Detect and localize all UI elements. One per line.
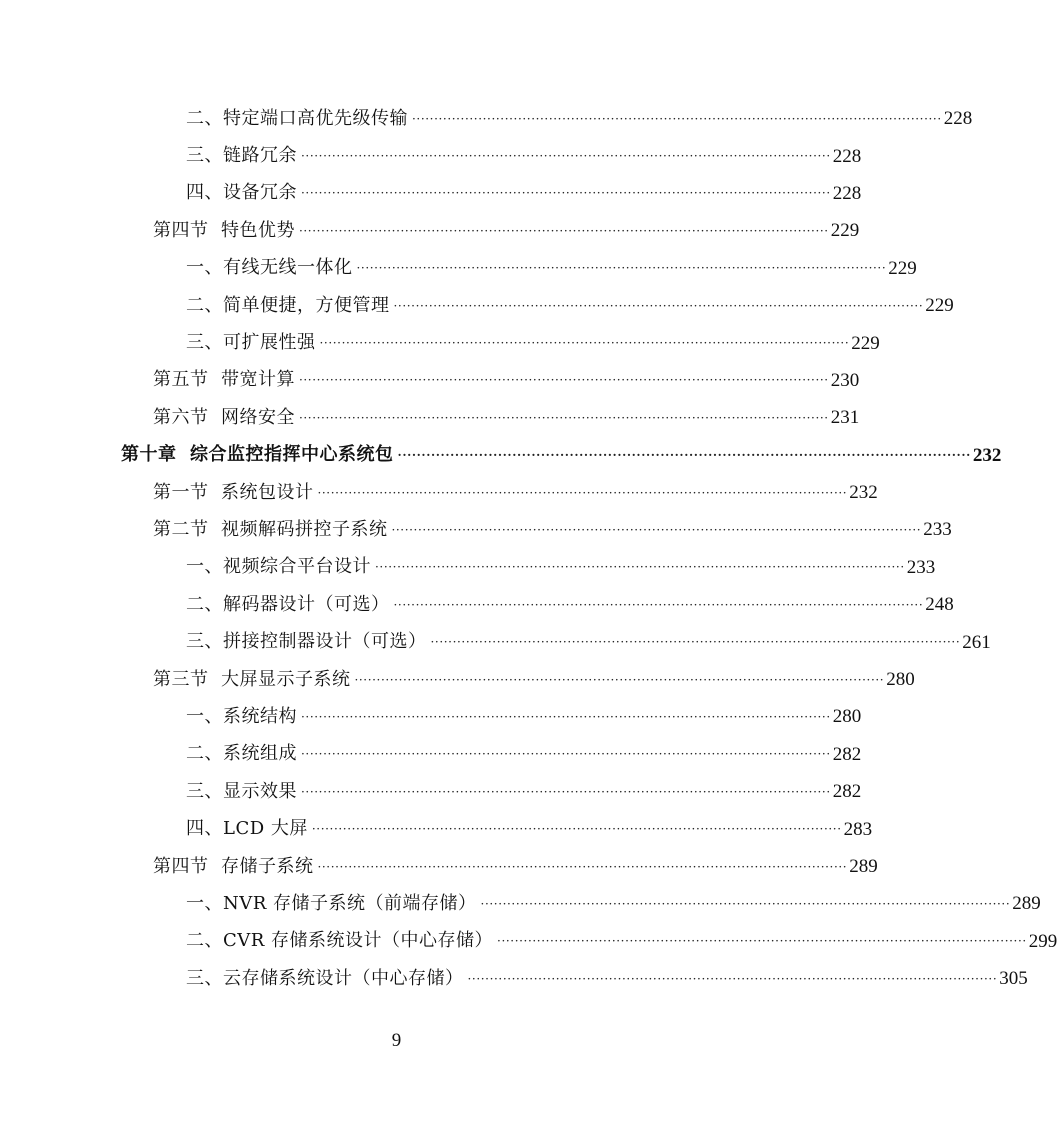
toc-entry[interactable] <box>0 661 915 698</box>
toc-entry-title: 第三节 大屏显示子系统 <box>153 668 351 690</box>
dot-leader: ························································································································ <box>298 373 829 388</box>
dot-leader: ························································································································ <box>301 784 831 799</box>
toc-entry[interactable] <box>0 773 862 810</box>
toc-entry[interactable] <box>0 212 860 249</box>
toc-entry[interactable] <box>0 137 862 174</box>
toc-entry[interactable] <box>0 511 952 548</box>
dot-leader: ························································································································ <box>301 186 831 201</box>
toc-entry[interactable] <box>0 623 991 660</box>
page-number: 9 <box>391 1030 402 1051</box>
toc-entry-page-number: 280 <box>886 669 915 691</box>
toc-entry-page-number: 228 <box>943 108 973 130</box>
toc-entry-page-number: 283 <box>843 818 873 840</box>
toc-entry[interactable] <box>0 474 878 511</box>
toc-entry-page-number: 280 <box>832 706 862 728</box>
toc-entry-title: 第五节 带宽计算 <box>153 369 295 391</box>
dot-leader: ························································································································ <box>298 410 829 425</box>
toc-entry-page-number: 229 <box>851 332 880 354</box>
toc-entry-page-number: 282 <box>832 743 862 765</box>
dot-leader: ························································································································ <box>467 971 998 986</box>
toc-entry-title: 三、可扩展性强 <box>186 332 316 354</box>
toc-entry[interactable] <box>0 736 862 773</box>
toc-entry-title: 三、拼接控制器设计（可选） <box>186 631 427 653</box>
toc-entry-page-number: 289 <box>849 856 878 877</box>
toc-entry-title: 二、CVR 存储系统设计（中心存储） <box>186 930 494 952</box>
toc-entry[interactable] <box>0 287 954 324</box>
toc-entry-title: 一、有线无线一体化 <box>186 257 353 279</box>
toc-entry[interactable] <box>0 848 878 885</box>
toc-entry-title: 四、LCD 大屏 <box>186 818 308 840</box>
toc-entry-page-number: 233 <box>923 519 952 541</box>
dot-leader: ························································································································ <box>301 747 831 762</box>
toc-entry-title: 一、NVR 存储子系统（前端存储） <box>186 892 477 914</box>
toc-entry-title: 第二节 视频解码拼控子系统 <box>153 518 388 540</box>
toc-entry-title: 二、特定端口高优先级传输 <box>186 107 408 129</box>
toc-entry-title: 二、解码器设计（可选） <box>186 593 390 615</box>
dot-leader: ························································································································ <box>311 822 842 837</box>
toc-entry[interactable] <box>0 923 1057 960</box>
toc-entry[interactable] <box>0 549 936 586</box>
dot-leader: ························································································································ <box>397 448 971 463</box>
dot-leader: ························································································································ <box>354 672 885 687</box>
dot-leader: ························································································································ <box>375 560 905 575</box>
toc-entry-page-number: 233 <box>906 556 936 578</box>
dot-leader: ························································································································ <box>317 859 848 874</box>
toc-entry[interactable] <box>0 324 880 361</box>
toc-entry[interactable] <box>0 362 860 399</box>
toc-entry-page-number: 299 <box>1028 930 1057 952</box>
dot-leader: ························································································································ <box>393 597 924 612</box>
toc-entry[interactable] <box>0 437 1002 474</box>
dot-leader: ························································································································ <box>430 635 961 650</box>
toc-entry-page-number: 289 <box>1012 893 1041 915</box>
toc-entry-title: 一、视频综合平台设计 <box>186 556 371 578</box>
toc-entry-page-number: 228 <box>832 145 862 167</box>
toc-entry[interactable] <box>0 885 1041 922</box>
toc-entry[interactable] <box>0 399 860 436</box>
toc-entry-page-number: 282 <box>832 781 862 803</box>
toc-entry-title: 三、链路冗余 <box>186 145 297 167</box>
table-of-contents <box>0 100 1057 997</box>
dot-leader: ························································································································ <box>391 522 922 537</box>
toc-entry-title: 二、系统组成 <box>186 743 297 765</box>
dot-leader: ························································································································ <box>356 261 887 276</box>
toc-entry-title: 第六节 网络安全 <box>153 406 295 428</box>
toc-entry-page-number: 229 <box>888 257 917 279</box>
dot-leader: ························································································································ <box>319 336 850 351</box>
dot-leader: ························································································································ <box>317 485 848 500</box>
toc-entry[interactable] <box>0 250 917 287</box>
dot-leader: ························································································································ <box>412 111 942 126</box>
toc-entry-title: 三、显示效果 <box>186 780 297 802</box>
toc-entry[interactable] <box>0 698 862 735</box>
toc-entry-title: 第一节 系统包设计 <box>153 481 314 503</box>
toc-entry[interactable] <box>0 586 954 623</box>
toc-entry-title: 三、云存储系统设计（中心存储） <box>186 967 464 989</box>
toc-entry-page-number: 305 <box>999 968 1028 990</box>
dot-leader: ························································································································ <box>301 709 831 724</box>
dot-leader: ························································································································ <box>497 934 1027 949</box>
dot-leader: ························································································································ <box>298 223 829 238</box>
toc-entry-page-number: 231 <box>830 407 860 429</box>
toc-entry-title: 第四节 特色优势 <box>153 219 295 241</box>
toc-entry-page-number: 232 <box>849 482 878 504</box>
toc-entry-page-number: 248 <box>925 594 954 616</box>
dot-leader: ························································································································ <box>480 896 1011 911</box>
toc-entry-page-number: 228 <box>832 182 862 204</box>
toc-entry-page-number: 229 <box>925 295 954 317</box>
dot-leader: ························································································································ <box>301 149 831 164</box>
toc-entry-title: 第十章 综合监控指挥中心系统包 <box>121 444 394 466</box>
toc-entry-title: 四、设备冗余 <box>186 182 297 204</box>
toc-entry[interactable] <box>0 175 862 212</box>
toc-entry[interactable] <box>0 960 1028 997</box>
toc-entry-page-number: 261 <box>962 631 991 653</box>
toc-entry-title: 第四节 存储子系统 <box>153 855 314 877</box>
toc-entry-page-number: 230 <box>830 369 860 391</box>
toc-entry[interactable] <box>0 810 873 847</box>
toc-entry-page-number: 229 <box>830 220 860 242</box>
dot-leader: ························································································································ <box>393 298 924 313</box>
toc-entry[interactable] <box>0 100 973 137</box>
toc-entry-title: 一、系统结构 <box>186 705 297 727</box>
toc-entry-page-number: 232 <box>972 444 1002 466</box>
toc-entry-title: 二、简单便捷，方便管理 <box>186 294 390 316</box>
